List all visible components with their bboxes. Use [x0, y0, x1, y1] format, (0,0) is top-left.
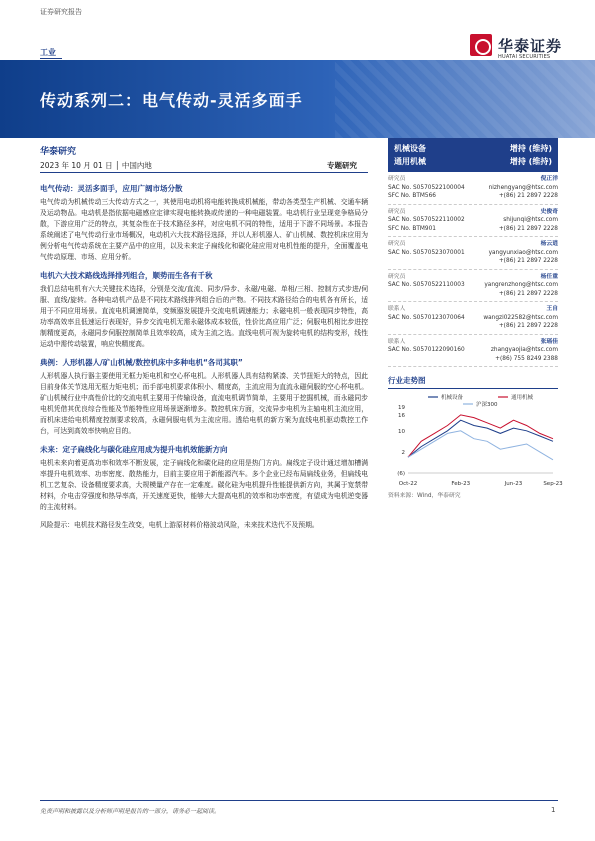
chart-source: 资料来源：Wind，华泰研究 — [388, 493, 461, 499]
analyst-card — [388, 270, 558, 303]
main-content — [40, 183, 368, 531]
analyst-row — [388, 338, 558, 347]
analyst-row — [388, 208, 558, 217]
analyst-name: 杨云逍 — [540, 241, 558, 247]
chart-svg — [388, 393, 563, 488]
analyst-row — [388, 257, 558, 266]
rating-row — [394, 155, 552, 168]
analyst-role: 研究员 — [388, 176, 406, 182]
analyst-name: 杨任重 — [540, 273, 558, 280]
industry-underline — [40, 58, 62, 59]
rating-sector: 通用机械 — [394, 157, 426, 166]
analyst-sac: SAC No. S0570123070064 — [388, 314, 465, 321]
analyst-row — [388, 240, 558, 249]
analyst-sac: SAC No. S0570523070001 — [388, 249, 465, 256]
analyst-phone: +(86) 21 2897 2228 — [498, 225, 558, 232]
rating-value: 增持 (维持) — [509, 157, 552, 166]
meta-divider — [40, 172, 368, 173]
analyst-row — [388, 184, 558, 193]
analyst-phone: +(86) 21 2897 2228 — [498, 193, 558, 199]
page-number: 1 — [551, 806, 556, 814]
analyst-phone: +(86) 21 2897 2228 — [498, 258, 558, 264]
industry-tag: 工业 — [40, 48, 56, 57]
analyst-row — [388, 249, 558, 258]
section — [40, 357, 368, 437]
x-tick-label: Jun-23 — [504, 481, 523, 487]
analyst-email[interactable]: shijunqi@htsc.com — [503, 217, 558, 223]
analyst-role: 联系人 — [388, 338, 406, 345]
section-body: 我们总结电机有六大关键技术选择，分别是交流/直流、同步/异步、永磁/电磁、单相/三相、控制方式步进/伺服、直线/旋转。各种电动机产品是不同技术路线排列组合后的产物。不同技术路径给合的电机各有所长，适用于不同应用场景。直流电机调速简单，变频器发展提升交流电机调速能力；永磁电机一般表现同步特性，高功率高效率且低速运行表现好，异步交流电机无需永磁体成本较低，性价比高应用广泛；伺服电机相比步进控制精度更高，永磁同步伺服控制简单且效率较高，成为主流之选。直线电机可视为旋转电机的结构变形，线性运动中需传动装置，响应快精度高。 — [40, 285, 368, 348]
analyst-row — [388, 305, 558, 314]
analyst-row — [388, 322, 558, 331]
analyst-card — [388, 205, 558, 238]
rating-sector: 机械设备 — [394, 144, 426, 153]
analyst-row — [388, 355, 558, 364]
analyst-sac: SAC No. S0570522100004 — [388, 184, 465, 191]
analyst-role: 联系人 — [388, 306, 406, 312]
section-title: 电机六大技术路线选择排列组合，顺势而生各有千秋 — [40, 271, 213, 280]
legend-label: 机械设备 — [441, 395, 464, 401]
title-banner — [0, 60, 595, 138]
report-title: 传动系列二：电气传动-灵活多面手 — [40, 91, 303, 110]
rating-value: 增持 (维持) — [509, 144, 552, 153]
x-tick-label: Feb-23 — [451, 481, 471, 487]
report-date: 2023 年 10 月 01 日 │ 中国内地 — [40, 161, 152, 170]
logo-text: 华泰证券 — [498, 37, 563, 55]
section-body: 电气传动为机械传动三大传动方式之一，其使用电动机将电能转换成机械能，带动各类型生产机械、交通车辆及运动物品。电动机是指依据电磁感应定律实现电能转换或传递的一种电磁装置。电动机行业呈现竞争格局分散，下游应用广泛的特点，其复杂性在于技术路径多样，对应电机不同的特性，适用于下游不同场景。本报告系统阐述了电气传动行业市场概况，电动机六大技术路径选择，并以人形机器人、矿山机械、数控机床应用为例分析电气传动系统在主要产品中的应用，以及未来定子扁线化和碳化硅应用对电机性能的提升，全面覆盖电气传动原理、市场、应用分析。 — [40, 198, 368, 261]
analyst-email[interactable]: nizhengyang@htsc.com — [488, 184, 558, 191]
analyst-row — [388, 346, 558, 355]
analyst-sac: SAC No. S0570522110002 — [388, 217, 465, 223]
legend-label: 通用机械 — [511, 395, 534, 401]
section — [40, 444, 368, 513]
report-type: 专题研究 — [327, 161, 357, 170]
analyst-card — [388, 172, 558, 205]
analyst-phone: +(86) 21 2897 2228 — [498, 323, 558, 329]
analyst-row — [388, 225, 558, 234]
y-tick-label: 19 — [398, 405, 405, 411]
rating-row — [394, 142, 552, 155]
analyst-row — [388, 314, 558, 323]
analyst-row — [388, 273, 558, 282]
analyst-name: 倪正洋 — [540, 176, 558, 182]
analyst-sac: SAC No. S0570122090160 — [388, 347, 465, 353]
analyst-role: 研究员 — [388, 241, 406, 247]
analyst-name: 王自 — [546, 306, 558, 312]
analyst-card — [388, 335, 558, 368]
section — [40, 183, 368, 263]
analyst-name: 张瑶佳 — [540, 338, 558, 345]
legend-label: 沪深300 — [476, 402, 498, 408]
analyst-phone: +(86) 21 2897 2228 — [498, 290, 558, 297]
analyst-email[interactable]: yangyunxiao@htsc.com — [488, 249, 558, 256]
section-body: 人形机器人执行器主要使用无框力矩电机和空心杯电机。人形机器人具有结构紧凑、关节扭矩大的特点，因此目前身体关节选用无框力矩电机；而手部电机要求体积小、精度高，主流应用为直流永磁伺服的空心杯电机。矿山机械行业中高性价比的交流电机主要用于传输设备，直流电机调节简单，主要用于挖掘机械，而永磁同步电机凭借其优良综合性能及节能特性应用场景逐渐增多。数控机床方面，交流异步电机为主轴电机主流应用，而机床进给电机精度控制要求较高，永磁伺服电机为主流应用。透给电机的新方案为直线电机驱动数控工作台，可达到高效率快响应目的。 — [40, 372, 368, 435]
section-title: 电气传动：灵活多面手，应用广阔市场分散 — [40, 184, 183, 193]
y-tick-label: 16 — [398, 412, 405, 419]
x-tick-label: Sep-23 — [543, 481, 563, 487]
series-line — [408, 420, 553, 457]
footer-divider — [40, 800, 558, 801]
brand-label: 华泰研究 — [40, 147, 77, 157]
analyst-name: 史俊奇 — [540, 208, 558, 215]
report-category: 证券研究报告 — [40, 8, 82, 16]
industry-trend-chart — [388, 393, 563, 488]
analyst-card — [388, 237, 558, 270]
y-tick-label: 2 — [401, 449, 405, 456]
section-body: 电机未来向着更高功率和效率不断发展，定子扁线化和碳化硅的应用是热门方向。扁线定子设计通过增加槽满率提升电机效率、功率密度、散热能力，目前主要应用于新能源汽车。多个企业已经布局扁线业务，但扁线电机工艺复杂、设备精度要求高，大规模量产存在一定难度。碳化硅为电机提升性能提供新方向，其属于宽禁带材料，介电击穿强度和热导率高，开关速度更快，能够大大提高电机的效率和功率密度，有望成为电机逆变器的主流材料。 — [40, 459, 368, 511]
analyst-row — [388, 192, 558, 201]
analyst-row — [388, 216, 558, 225]
risk-warning: 风险提示：电机技术路径发生改变，电机上游原材料价格波动风险，未来技术迭代不及预期。 — [40, 521, 319, 529]
analyst-email[interactable]: wangzi022582@htsc.com — [483, 314, 558, 321]
rating-box — [388, 138, 558, 172]
sidebar — [388, 138, 563, 499]
analyst-sfc: SFC No. BTM566 — [388, 193, 436, 199]
analyst-sfc: SFC No. BTM901 — [388, 225, 436, 232]
section-title: 典例：人形机器人/矿山机械/数控机床中多种电机“各司其职” — [40, 358, 243, 367]
analyst-row — [388, 290, 558, 299]
analyst-list — [388, 172, 558, 367]
analyst-role: 研究员 — [388, 273, 406, 280]
y-tick-label: (6) — [397, 471, 405, 477]
analyst-sac: SAC No. S0570522110003 — [388, 282, 465, 288]
analyst-row — [388, 281, 558, 290]
chart-section-title: 行业走势图 — [388, 375, 558, 389]
footer-disclaimer: 免责声明和披露以及分析师声明是报告的一部分，请务必一起阅读。 — [40, 808, 221, 815]
section — [40, 270, 368, 350]
x-tick-label: Oct-22 — [398, 481, 418, 487]
series-line — [408, 415, 553, 457]
analyst-card — [388, 302, 558, 335]
series-line — [408, 431, 553, 460]
analyst-phone: +(86) 755 8249 2388 — [495, 355, 558, 362]
analyst-email[interactable]: yangrenzhong@htsc.com — [484, 282, 558, 288]
logo-mark-icon — [470, 34, 492, 56]
analyst-email[interactable]: zhangyaojia@htsc.com — [490, 347, 558, 353]
logo-subtext: HUATAI SECURITIES — [498, 54, 551, 60]
section-title: 未来：定子扁线化与碳化硅应用成为提升电机效能新方向 — [40, 445, 228, 454]
analyst-role: 研究员 — [388, 208, 406, 215]
y-tick-label: 10 — [398, 428, 405, 435]
analyst-row — [388, 175, 558, 184]
